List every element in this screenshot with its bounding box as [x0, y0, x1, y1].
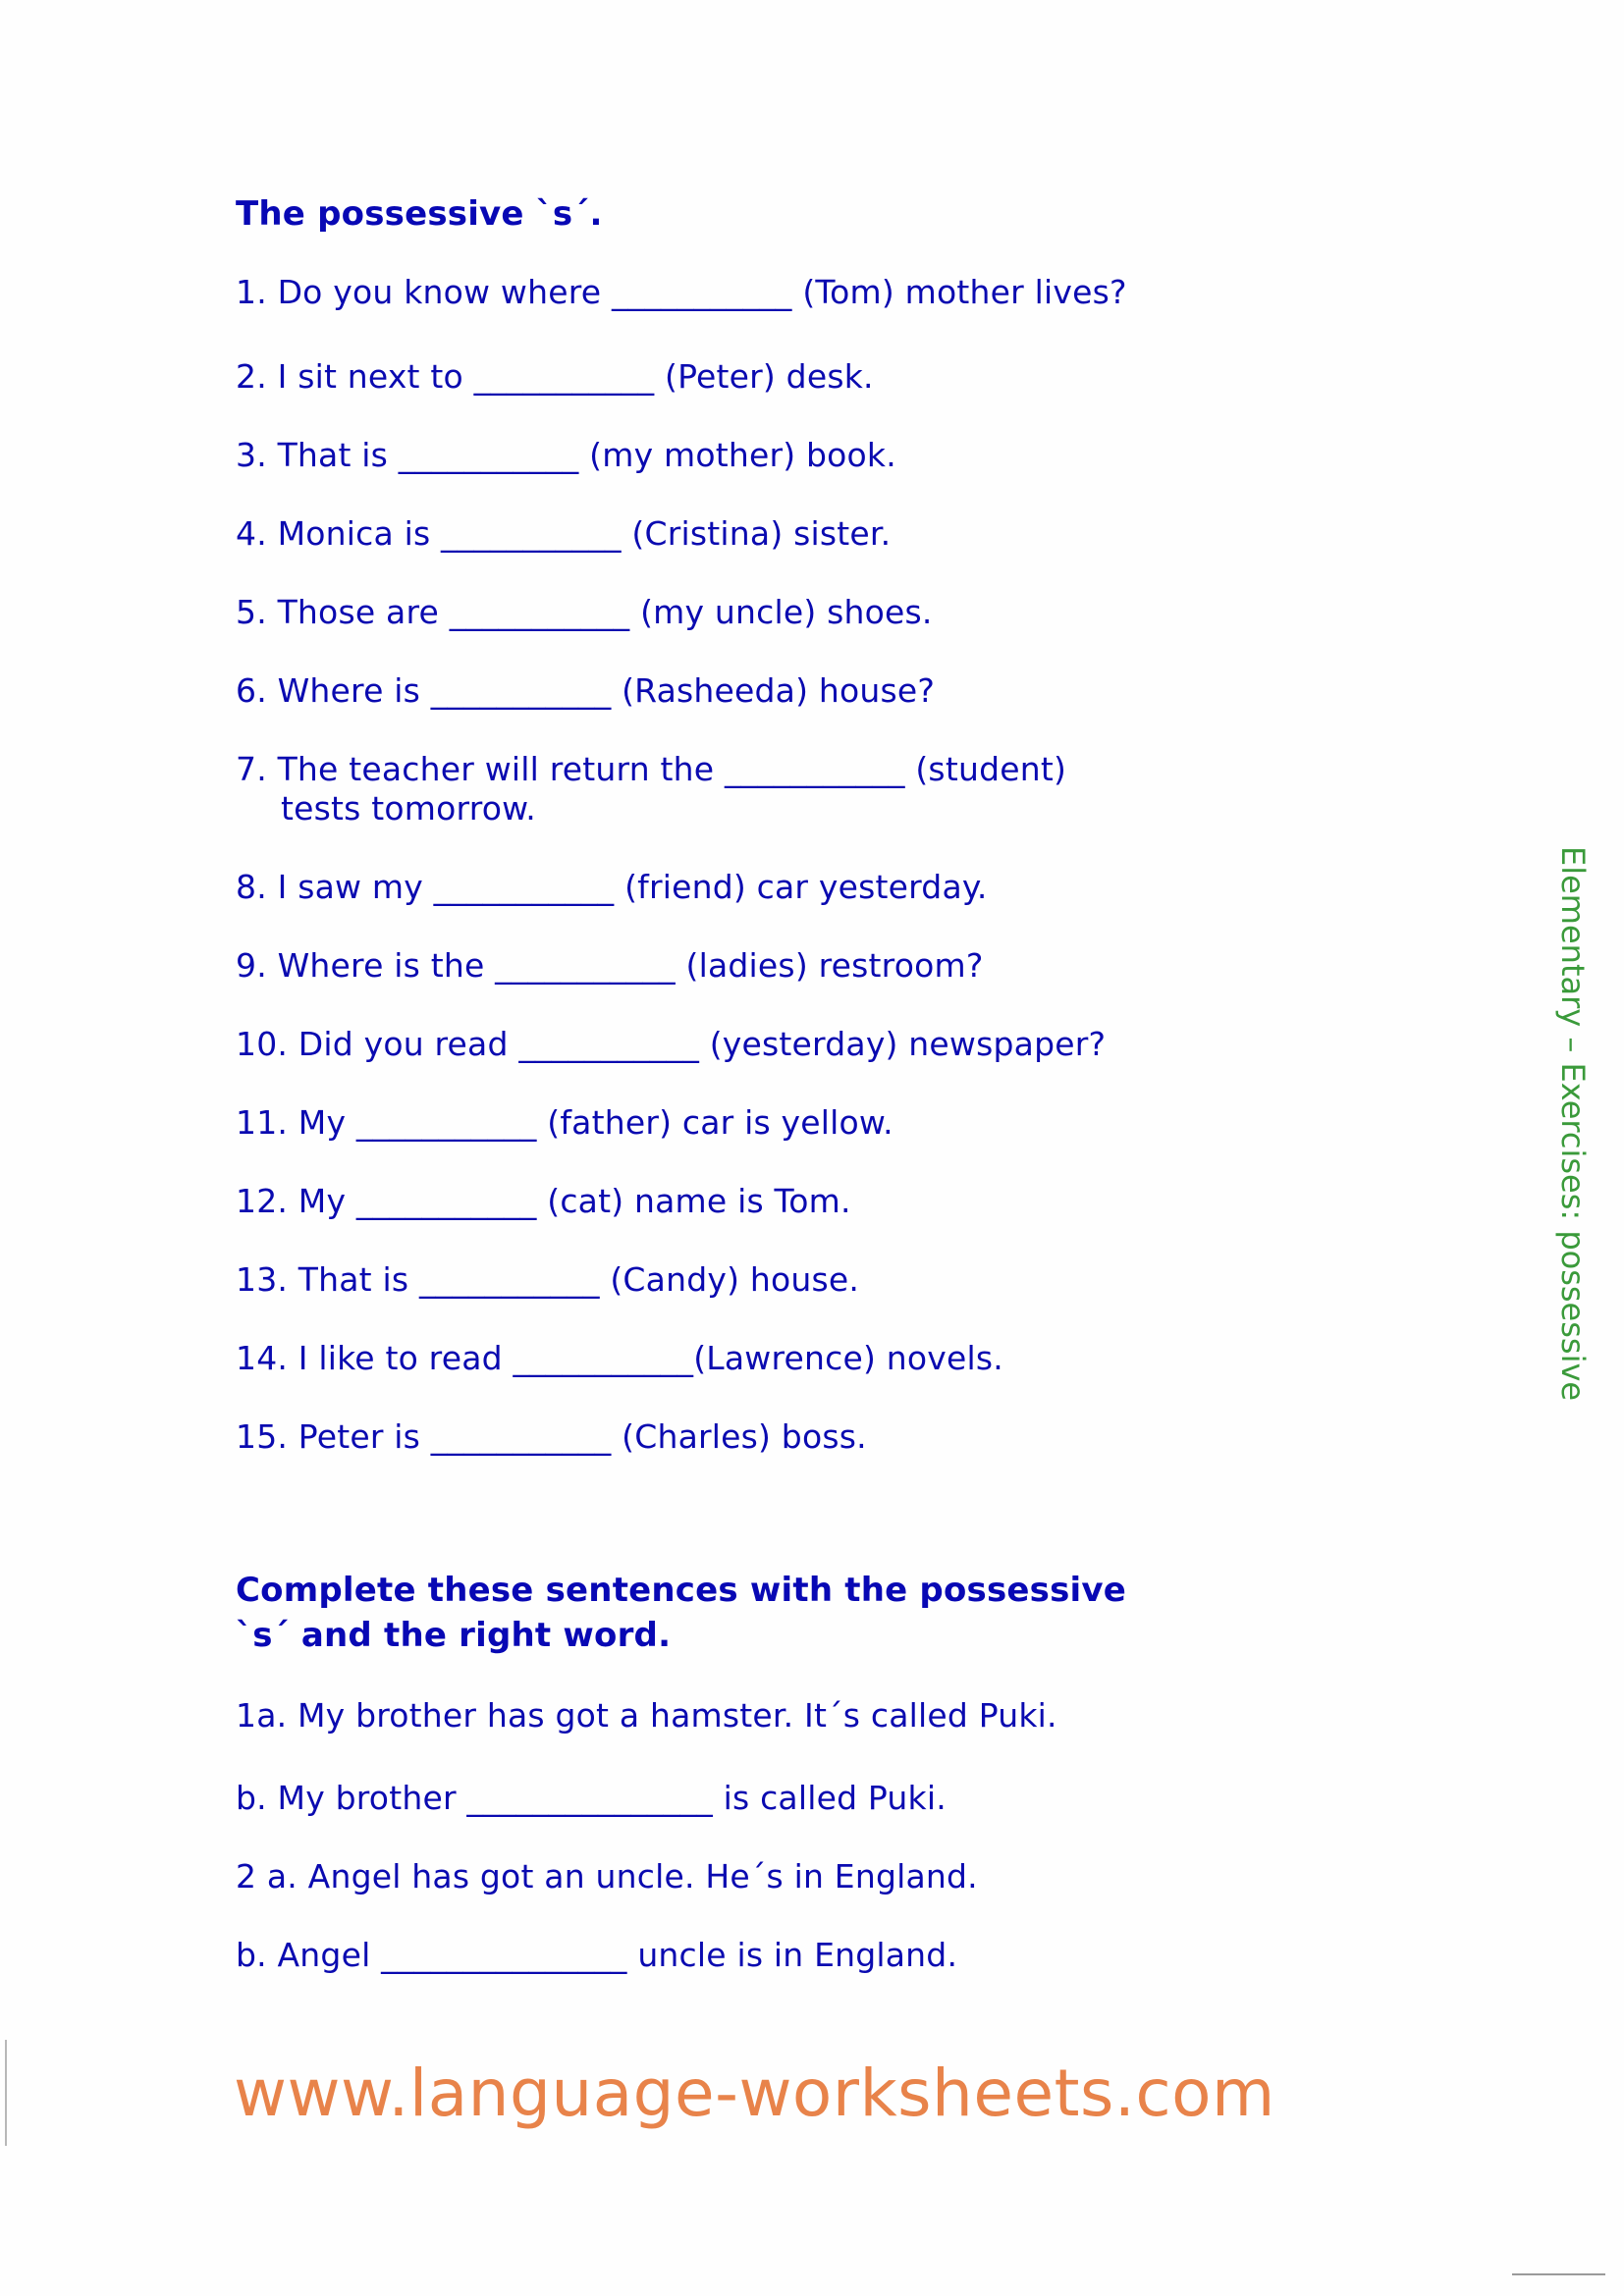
- item-text: (my uncle) shoes.: [629, 593, 933, 631]
- item-text: 10. Did you read: [236, 1025, 519, 1063]
- item-text: 1. Do you know where: [236, 273, 612, 311]
- section2-title-line2: `s´ and the right word.: [236, 1616, 672, 1655]
- answer-blank[interactable]: ___________: [433, 868, 615, 906]
- item-text: (Lawrence) novels.: [693, 1339, 1003, 1377]
- exercise-item-1a: 1a. My brother has got a hamster. It´s called Puki.: [236, 1696, 1057, 1735]
- item-text: b. My brother: [236, 1779, 467, 1817]
- item-text: 13. That is: [236, 1260, 419, 1299]
- exercise-item-12: [236, 1182, 851, 1221]
- item-text: 8. I saw my: [236, 868, 434, 906]
- exercise-item-7-continuation: tests tomorrow.: [281, 789, 536, 828]
- item-text: (Candy) house.: [599, 1260, 860, 1299]
- answer-blank[interactable]: ___________: [518, 1025, 700, 1063]
- item-text: b. Angel: [236, 1936, 382, 1974]
- exercise-item-4: [236, 514, 891, 554]
- item-text: 5. Those are: [236, 593, 450, 631]
- item-text: (cat) name is Tom.: [536, 1182, 851, 1220]
- section1-title: The possessive `s´.: [236, 194, 603, 234]
- item-text: 4. Monica is: [236, 514, 442, 553]
- item-text: (ladies) restroom?: [675, 946, 984, 985]
- exercise-item-2a: 2 a. Angel has got an uncle. He´s in England.: [236, 1857, 978, 1896]
- item-text: (Rasheeda) house?: [611, 671, 936, 710]
- exercise-item-5: [236, 593, 933, 632]
- item-text: (friend) car yesterday.: [614, 868, 988, 906]
- exercise-item-1b: [236, 1779, 947, 1818]
- answer-blank[interactable]: ___________: [473, 357, 655, 396]
- exercise-item-14: [236, 1339, 1003, 1378]
- item-text: (Charles) boss.: [611, 1417, 867, 1456]
- exercise-item-7: [236, 750, 1066, 789]
- exercise-item-1: [236, 273, 1127, 312]
- exercise-item-15: [236, 1417, 867, 1457]
- answer-blank[interactable]: ___________: [724, 750, 905, 788]
- answer-blank[interactable]: ___________: [430, 671, 612, 710]
- answer-blank[interactable]: ___________: [495, 946, 676, 985]
- answer-blank[interactable]: ___________: [441, 514, 622, 553]
- item-text: is called Puki.: [712, 1779, 947, 1817]
- section2-title-line1: Complete these sentences with the possessive: [236, 1571, 1126, 1610]
- side-category-label: Elementary – Exercises: possessive: [1554, 846, 1592, 1402]
- exercise-item-10: [236, 1025, 1106, 1064]
- item-text: 9. Where is the: [236, 946, 496, 985]
- answer-blank[interactable]: ___________: [611, 273, 792, 311]
- answer-blank[interactable]: ___________: [398, 436, 579, 474]
- scan-edge-line: [5, 2040, 7, 2146]
- exercise-item-11: [236, 1103, 893, 1143]
- item-text: uncle is in England.: [626, 1936, 958, 1974]
- item-text: 14. I like to read: [236, 1339, 514, 1377]
- scan-edge-line: [1512, 2273, 1605, 2275]
- answer-blank[interactable]: ___________: [513, 1339, 694, 1377]
- item-text: (Tom) mother lives?: [791, 273, 1127, 311]
- answer-blank[interactable]: ___________: [418, 1260, 600, 1299]
- item-text: (Cristina) sister.: [621, 514, 892, 553]
- exercise-item-9: [236, 946, 984, 986]
- answer-blank[interactable]: _______________: [381, 1936, 627, 1974]
- item-text: 12. My: [236, 1182, 356, 1220]
- item-text: 15. Peter is: [236, 1417, 431, 1456]
- footer-url[interactable]: www.language-worksheets.com: [234, 2056, 1275, 2131]
- item-text: (Peter) desk.: [654, 357, 874, 396]
- item-text: (father) car is yellow.: [536, 1103, 893, 1142]
- exercise-item-13: [236, 1260, 859, 1300]
- answer-blank[interactable]: ___________: [355, 1182, 537, 1220]
- exercise-item-2: [236, 357, 874, 397]
- item-text: 6. Where is: [236, 671, 431, 710]
- item-text: (student): [904, 750, 1067, 788]
- exercise-item-3: [236, 436, 896, 475]
- item-text: 2. I sit next to: [236, 357, 474, 396]
- item-text: (my mother) book.: [578, 436, 896, 474]
- exercise-item-2b: [236, 1936, 957, 1975]
- item-text: 11. My: [236, 1103, 356, 1142]
- exercise-item-8: [236, 868, 988, 907]
- answer-blank[interactable]: ___________: [355, 1103, 537, 1142]
- item-text: 3. That is: [236, 436, 399, 474]
- exercise-item-6: [236, 671, 935, 711]
- item-text: 7. The teacher will return the: [236, 750, 725, 788]
- answer-blank[interactable]: _______________: [466, 1779, 713, 1817]
- item-text: (yesterday) newspaper?: [699, 1025, 1107, 1063]
- answer-blank[interactable]: ___________: [449, 593, 630, 631]
- answer-blank[interactable]: ___________: [430, 1417, 612, 1456]
